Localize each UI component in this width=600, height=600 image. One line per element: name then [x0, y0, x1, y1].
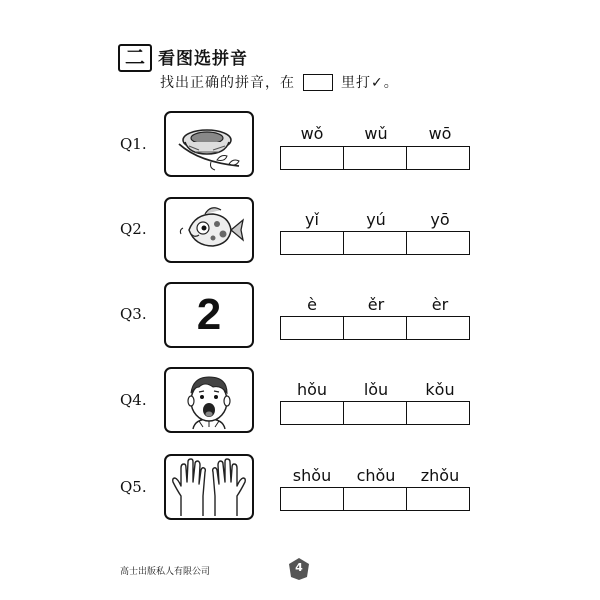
option-1-1: wǒ [300, 124, 324, 143]
answer-box-4-3[interactable] [406, 401, 470, 425]
sample-answer-box [303, 74, 333, 91]
instruction [160, 72, 399, 92]
option-3-2: ěr [367, 295, 385, 314]
answer-box-5-2[interactable] [343, 487, 407, 511]
answer-box-1-2[interactable] [343, 146, 407, 170]
picture-box-1 [164, 111, 254, 177]
picture-box-3 [164, 282, 254, 348]
option-4-3: kǒu [425, 380, 455, 399]
option-5-1: shǒu [292, 466, 332, 485]
picture-box-4 [164, 367, 254, 433]
page-number: 4 [295, 561, 303, 574]
option-4-2: lǒu [363, 380, 389, 399]
option-5-3: zhǒu [420, 466, 460, 485]
mouth-icon [169, 369, 249, 431]
option-2-1: yǐ [305, 210, 319, 229]
option-5-2: chǒu [356, 466, 396, 485]
option-2-2: yú [366, 210, 386, 229]
option-1-3: wō [428, 124, 452, 143]
option-2-3: yō [430, 210, 450, 229]
answer-box-2-1[interactable] [280, 231, 344, 255]
picture-box-2 [164, 197, 254, 263]
answer-box-5-1[interactable] [280, 487, 344, 511]
hands-icon [167, 456, 251, 518]
option-3-3: èr [431, 295, 449, 314]
answer-box-1-3[interactable] [406, 146, 470, 170]
question-label-1: Q1. [120, 135, 147, 153]
answer-box-4-2[interactable] [343, 401, 407, 425]
answer-box-4-1[interactable] [280, 401, 344, 425]
answer-box-2-3[interactable] [406, 231, 470, 255]
picture-box-5 [164, 454, 254, 520]
instruction-before: 找出正确的拼音，在 [160, 75, 295, 91]
publisher-name: 高士出版私人有限公司 [120, 567, 211, 577]
fish-icon [169, 200, 249, 260]
question-label-4: Q4. [120, 391, 147, 409]
answer-box-3-2[interactable] [343, 316, 407, 340]
question-label-3: Q3. [120, 305, 147, 323]
section-number: 二 [118, 44, 152, 72]
answer-box-5-3[interactable] [406, 487, 470, 511]
number-two-picture: 2 [196, 290, 222, 339]
answer-box-3-3[interactable] [406, 316, 470, 340]
instruction-after: 里打✓。 [341, 75, 399, 91]
option-3-1: è [307, 295, 317, 314]
answer-box-3-1[interactable] [280, 316, 344, 340]
page-number-badge [288, 558, 310, 580]
section-title: 看图选拼音 [158, 49, 248, 69]
question-label-5: Q5. [120, 478, 147, 496]
option-1-2: wǔ [364, 124, 388, 143]
answer-box-2-2[interactable] [343, 231, 407, 255]
question-label-2: Q2. [120, 220, 147, 238]
option-4-1: hǒu [296, 380, 328, 399]
answer-box-1-1[interactable] [280, 146, 344, 170]
nest-icon [169, 114, 249, 174]
